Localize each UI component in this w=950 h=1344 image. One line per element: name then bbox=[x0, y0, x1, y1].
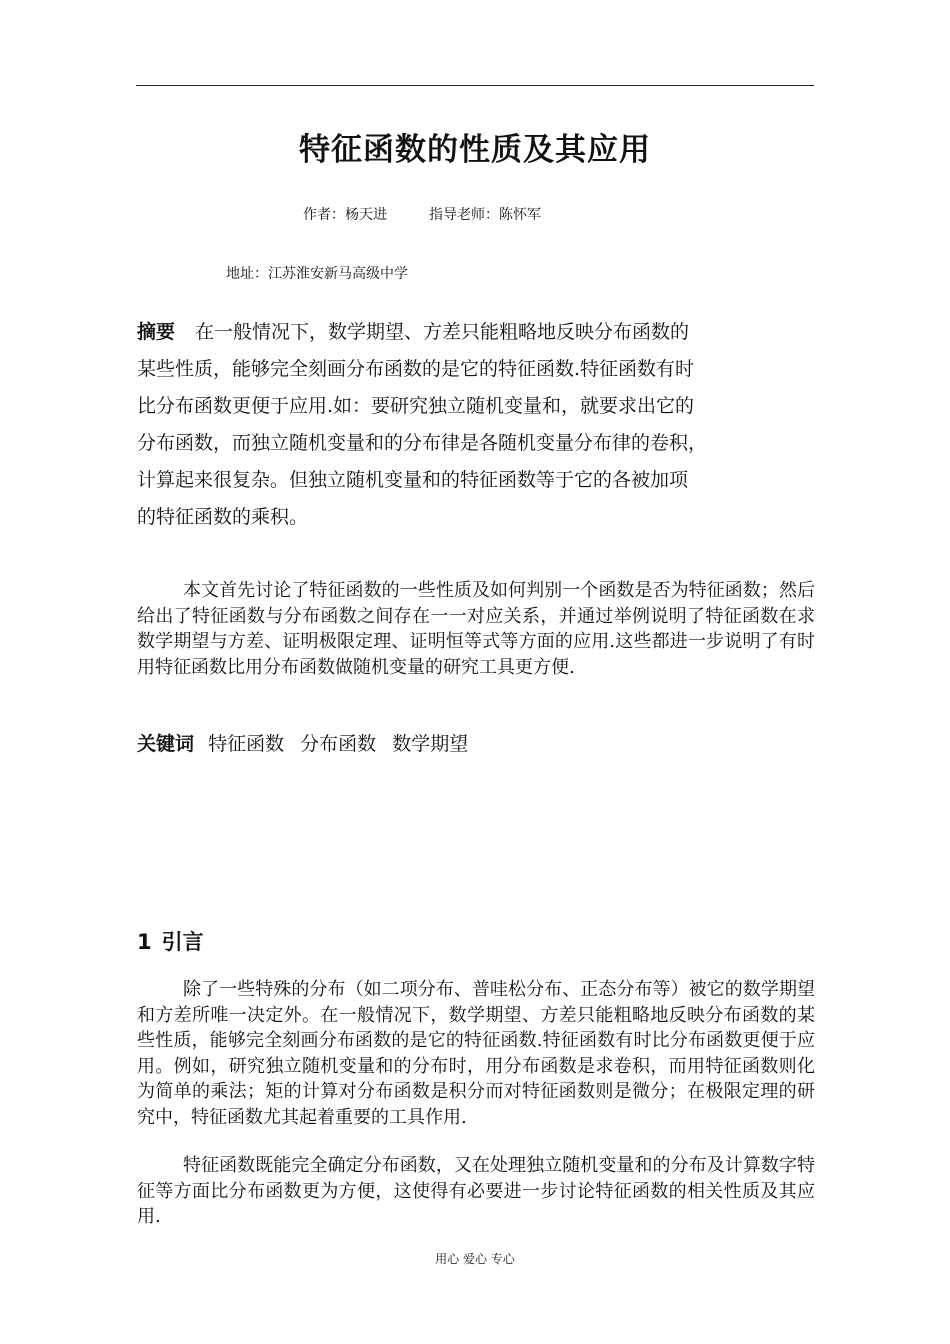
paper-title: 特征函数的性质及其应用 bbox=[299, 132, 651, 168]
abstract-line: 在一般情况下，数学期望、方差只能粗略地反映分布函数的 bbox=[195, 321, 690, 343]
keywords bbox=[137, 729, 478, 756]
summary-paragraph: 本文首先讨论了特征函数的一些性质及如何判别一个函数是否为特征函数；然后给出了特征函数与分布函数之间存在一一对应关系，并通过举例说明了特征函数在求数学期望与方差、证明极限定理、证明恒等式等方面的应用.这些都进一步说明了有时用特征函数比用分布函数做随机变量的研究工具更方便. bbox=[137, 580, 815, 678]
abstract bbox=[137, 314, 797, 536]
section-title: 引言 bbox=[161, 930, 204, 954]
abstract-line: 分布函数，而独立随机变量和的分布律是各随机变量分布律的卷积， bbox=[137, 432, 708, 454]
section-number: 1 bbox=[137, 930, 152, 954]
keyword-item: 特征函数 bbox=[208, 733, 285, 755]
author-line bbox=[303, 204, 541, 224]
keyword-item: 数学期望 bbox=[392, 733, 469, 755]
keyword-item: 分布函数 bbox=[300, 733, 377, 755]
page-footer: 用心 爱心 专心 bbox=[435, 1252, 515, 1266]
abstract-label: 摘要 bbox=[137, 321, 176, 343]
intro-paragraph: 特征函数既能完全确定分布函数，又在处理独立随机变量和的分布及计算数字特征等方面比分布函数更为方便，这使得有必要进一步讨论特征函数的相关性质及其应用. bbox=[137, 1155, 815, 1227]
author-name: 作者：杨天进 bbox=[303, 207, 387, 223]
abstract-line: 计算起来很复杂。但独立随机变量和的特征函数等于它的各被加项 bbox=[137, 469, 689, 491]
advisor-name: 指导老师：陈怀军 bbox=[429, 207, 541, 223]
abstract-line: 某些性质，能够完全刻画分布函数的是它的特征函数.特征函数有时 bbox=[137, 358, 695, 380]
section-heading bbox=[137, 926, 204, 956]
abstract-line: 的特征函数的乘积。 bbox=[137, 506, 309, 528]
keywords-label: 关键词 bbox=[137, 733, 195, 755]
intro-paragraph: 除了一些特殊的分布（如二项分布、普哇松分布、正态分布等）被它的数学期望和方差所唯一决定外。在一般情况下，数学期望、方差只能粗略地反映分布函数的某些性质，能够完全刻画分布函数的是它的特征函数.特征函数有时比分布函数更便于应用。例如，研究独立随机变量和的分布时，用分布函数是求卷积，而用特征函数则化为简单的乘法；矩的计算对分布函数是积分而对特征函数则是微分；在极限定理的研究中，特征函数尤其起着重要的工具作用. bbox=[137, 979, 815, 1128]
abstract-line: 比分布函数更便于应用.如：要研究独立随机变量和，就要求出它的 bbox=[137, 395, 695, 417]
author-address: 地址：江苏淮安新马高级中学 bbox=[226, 266, 408, 282]
header-rule bbox=[136, 85, 814, 86]
